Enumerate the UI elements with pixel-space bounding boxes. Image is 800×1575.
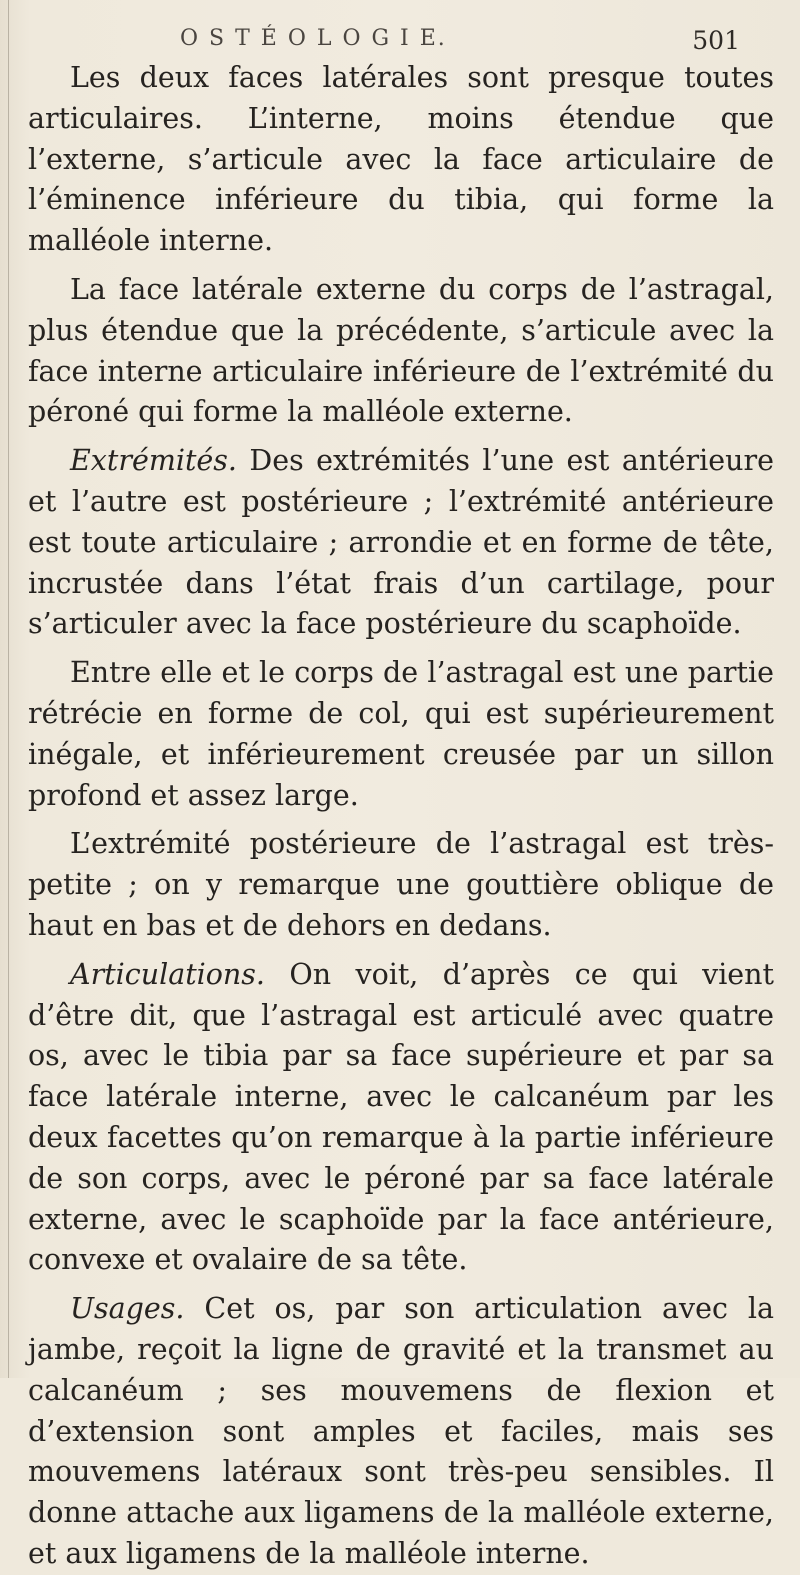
paragraph-extremites bbox=[28, 441, 774, 645]
body-text bbox=[28, 58, 774, 1575]
paragraph-text: Des extrémités l’une est antérieure et l’autre est postérieure ; l’extrémité antérieure est toute articulaire ; arrondie et en forme de tête, incrustée dans l’état frais d’un cartilage, pour s’articuler avec la face postérieure du scaphoïde. bbox=[28, 444, 774, 641]
paragraph-usages bbox=[28, 1289, 774, 1575]
paragraph-text: Cet os, par son articulation avec la jambe, reçoit la ligne de gravité et la transmet au calcanéum ; ses mouvemens de flexion et d’extension sont amples et faciles, mais ses mouvemens latéraux sont très-peu sensibles. Il donne attache aux ligamens de la malléole externe, et aux ligamens de la malléole interne. bbox=[28, 1292, 774, 1570]
paragraph-articulations bbox=[28, 955, 774, 1281]
section-heading-usages: Usages. bbox=[70, 1292, 185, 1326]
paragraph-text: L’extrémité postérieure de l’astragal est très-petite ; on y remarque une gouttière oblique de haut en bas et de dehors en dedans. bbox=[28, 827, 774, 942]
paragraph-col bbox=[28, 653, 774, 816]
running-title: O S T É O L O G I E. bbox=[180, 26, 447, 51]
page-number: 501 bbox=[692, 26, 740, 55]
paragraph-text: Les deux faces latérales sont presque toutes articulaires. L’interne, moins étendue que l’externe, s’articule avec la face articulaire de l’éminence inférieure du tibia, qui forme la malléole interne. bbox=[28, 61, 774, 258]
paragraph-external-face bbox=[28, 270, 774, 433]
paragraph-lateral-faces bbox=[28, 58, 774, 262]
section-heading-extremites: Extrémités. bbox=[70, 444, 237, 478]
paragraph-posterior-extremity bbox=[28, 824, 774, 946]
section-heading-articulations: Articulations. bbox=[70, 957, 265, 991]
paragraph-text: On voit, d’après ce qui vient d’être dit, que l’astragal est articulé avec quatre os, avec le tibia par sa face supérieure et par sa face latérale interne, avec le calcanéum par les deux facettes qu’on remarque à la partie inférieure de son corps, avec le péroné par sa face latérale externe, avec le scaphoïde par la face antérieure, convexe et ovalaire de sa tête. bbox=[28, 957, 774, 1277]
paragraph-text: Entre elle et le corps de l’astragal est une partie rétrécie en forme de col, qui est supérieurement inégale, et inférieurement creusée par un sillon profond et assez large. bbox=[28, 656, 774, 812]
paragraph-text: La face latérale externe du corps de l’astragal, plus étendue que la précédente, s’articule avec la face interne articulaire inférieure de l’extrémité du péroné qui forme la malléole externe. bbox=[28, 272, 774, 429]
page-edge bbox=[8, 0, 9, 1378]
